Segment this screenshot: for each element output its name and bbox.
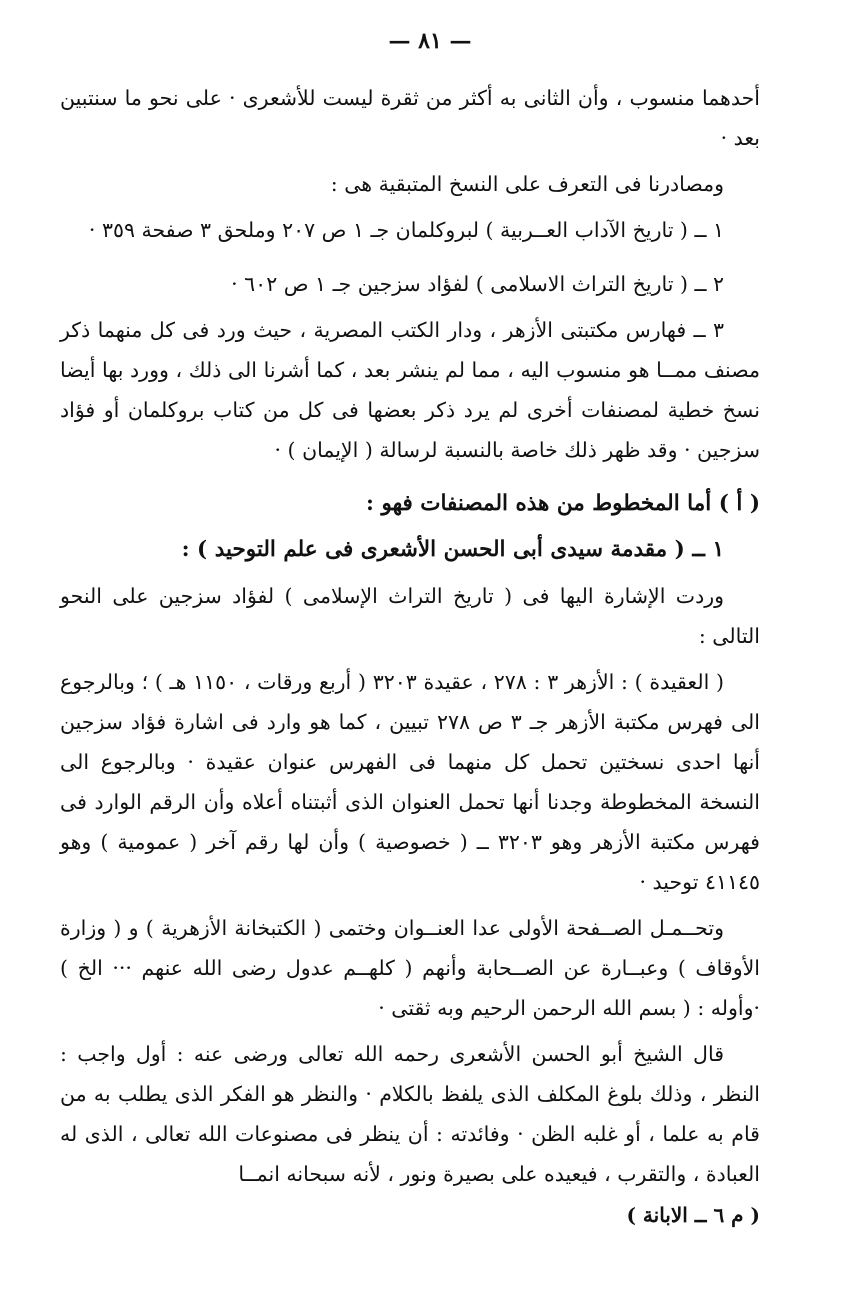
- list-item-source-2: ٢ ــ ( تاريخ التراث الاسلامى ) لفؤاد سزجين جـ ١ ص ٦٠٢ ·: [231, 272, 724, 296]
- list-item-source-3: ٣ ــ فهارس مكتبتى الأزهر ، ودار الكتب المصرية ، حيث ورد فى كل منهما ذكر مصنف ممــا هو منسوب اليه ، مما لم ينشر بعد ، كما أشرنا الى ذلك ، وورد بها أيضا نسخ خطية لمصنفات أخرى لم يرد ذكر بعضها فى كل من كتاب بروكلمان أو فؤاد سزجين · وقد ظهر ذلك خاصة بالنسبة لرسالة ( الإيمان ) ·: [60, 318, 760, 462]
- subsection-heading: ١ ــ ( مقدمة سيدى أبى الحسن الأشعرى فى علم التوحيد ) :: [181, 537, 724, 562]
- signature-mark: ( م ٦ ــ الابانة ): [626, 1203, 760, 1227]
- paragraph-first-page: وتحــمـل الصــفحة الأولى عدا العنــوان وختمى ( الكتبخانة الأزهرية ) و ( وزارة الأوقاف ) وعبــارة عن الصــحابة وأنهم ( كلهــم عدول رضى الله عنهم ··· الخ ) ·وأوله : ( بسم الله الرحمن الرحيم وبه ثقتى ·: [60, 916, 760, 1020]
- section-heading: ( أ ) أما المخطوط من هذه المصنفات فهو :: [366, 491, 760, 516]
- page-number: — ٨١ —: [388, 28, 472, 54]
- document-body: [60, 78, 760, 1194]
- paragraph-sources-intro: ومصادرنا فى التعرف على النسخ المتبقية هى :: [330, 172, 724, 196]
- paragraph-catalog-details: ( العقيدة ) : الأزهر ٣ : ٢٧٨ ، عقيدة ٣٢٠٣ ( أربع ورقات ، ١١٥٠ هـ ) ؛ وبالرجوع الى فهرس مكتبة الأزهر جـ ٣ ص ٢٧٨ تبيين ، كما هو وارد فى اشارة فؤاد سزجين أنها احدى نسختين تحمل كل منهما فى الفهرس عنوان عقيدة · وبالرجوع الى النسخة المخطوطة وجدنا أنها تحمل العنوان الذى أثبتناه أعلاه وأن الرقم الوارد فى فهرس مكتبة الأزهر وهو ٣٢٠٣ ــ ( خصوصية ) وأن لها رقم آخر ( عمومية ) وهو ٤١١٤٥ توحيد ·: [60, 670, 760, 894]
- list-item-source-1: ١ ــ ( تاريخ الآداب العــربية ) لبروكلمان جـ ١ ص ٢٠٧ وملحق ٣ صفحة ٣٥٩ ·: [88, 218, 724, 242]
- paragraph-quotation: قال الشيخ أبو الحسن الأشعرى رحمه الله تعالى ورضى عنه : أول واجب : النظر ، وذلك بلوغ المكلف الذى يلفظ بالكلام · والنظر هو الفكر الذى يطلب به من قام به علما ، أو غلبه الظن · وفائدته : أن ينظر فى مصنوعات الله تعالى ، الذى له العبادة ، والتقرب ، فيعيده على بصيرة ونور ، لأنه سبحانه انمــا: [60, 1042, 760, 1186]
- paragraph-intro-continuation: أحدهما منسوب ، وأن الثانى به أكثر من ثقرة ليست للأشعرى · على نحو ما سنتبين بعد ·: [60, 86, 760, 150]
- paragraph-reference: وردت الإشارة اليها فى ( تاريخ التراث الإسلامى ) لفؤاد سزجين على النحو التالى :: [60, 584, 760, 648]
